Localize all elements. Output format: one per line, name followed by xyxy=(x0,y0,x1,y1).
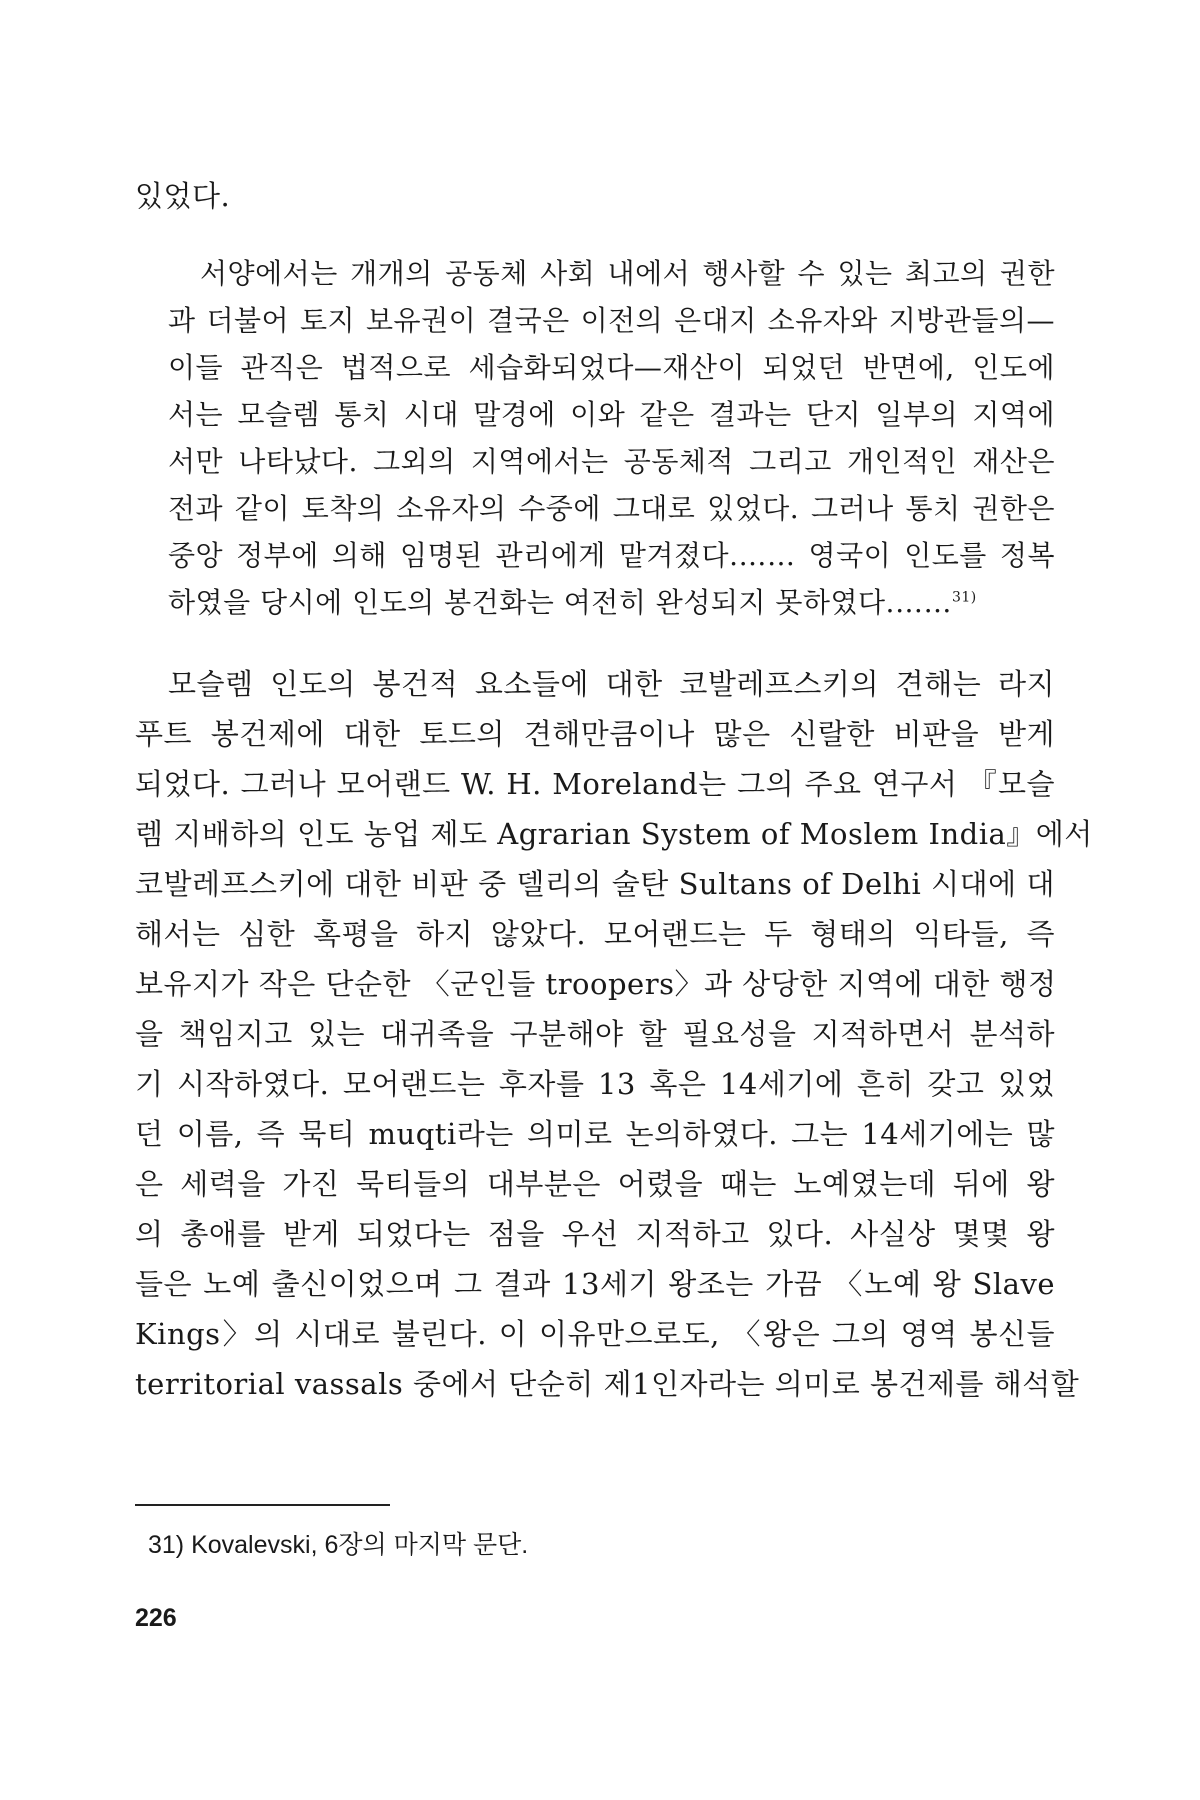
body-line: 은 세력을 가진 묵티들의 대부분은 어렸을 때는 노예였는데 뒤에 왕 xyxy=(135,1167,1055,1201)
body-line: 되었다. 그러나 모어랜드 W. H. Moreland는 그의 주요 연구서 『모슬 xyxy=(135,767,1055,801)
quote-line: 서만 나타났다. 그외의 지역에서는 공동체적 그리고 개인적인 재산은 xyxy=(168,445,1055,478)
quote-line: 이들 관직은 법적으로 세습화되었다—재산이 되었던 반면에, 인도에 xyxy=(168,351,1055,384)
body-line: 보유지가 작은 단순한 〈군인들 troopers〉과 상당한 지역에 대한 행정 xyxy=(135,967,1057,1001)
quote-line-last xyxy=(168,583,1055,623)
opening-line: 있었다. xyxy=(135,179,231,213)
body-line: territorial vassals 중에서 단순히 제1인자라는 의미로 봉건제를 해석할 xyxy=(135,1367,1080,1401)
quote-line: 전과 같이 토착의 소유자의 수중에 그대로 있었다. 그러나 통치 권한은 xyxy=(168,492,1055,525)
footnote-divider xyxy=(135,1504,390,1506)
body-line: 푸트 봉건제에 대한 토드의 견해만큼이나 많은 신랄한 비판을 받게 xyxy=(135,717,1055,751)
quote-line: 중앙 정부에 의해 임명된 관리에게 맡겨졌다.…… 영국이 인도를 정복 xyxy=(168,539,1055,572)
body-line: 들은 노예 출신이었으며 그 결과 13세기 왕조는 가끔 〈노예 왕 Slave xyxy=(135,1267,1055,1301)
body-line: Kings〉의 시대로 불린다. 이 이유만으로도, 〈왕은 그의 영역 봉신들 xyxy=(135,1317,1055,1351)
quote-line-text: 하였을 당시에 인도의 봉건화는 여전히 완성되지 못하였다.…… xyxy=(168,586,952,619)
body-line: 의 총애를 받게 되었다는 점을 우선 지적하고 있다. 사실상 몇몇 왕 xyxy=(135,1217,1055,1251)
body-line: 해서는 심한 혹평을 하지 않았다. 모어랜드는 두 형태의 익타들, 즉 xyxy=(135,917,1055,951)
quote-line: 과 더불어 토지 보유권이 결국은 이전의 은대지 소유자와 지방관들의— xyxy=(168,304,1055,337)
page-number: 226 xyxy=(135,1604,177,1632)
body-line: 던 이름, 즉 묵티 muqti라는 의미로 논의하였다. 그는 14세기에는 많 xyxy=(135,1117,1055,1151)
body-line: 코발레프스키에 대한 비판 중 델리의 술탄 Sultans of Delhi 시대에 대 xyxy=(135,867,1055,901)
body-line: 기 시작하였다. 모어랜드는 후자를 13 혹은 14세기에 흔히 갖고 있었 xyxy=(135,1067,1055,1101)
body-line: 모슬렘 인도의 봉건적 요소들에 대한 코발레프스키의 견해는 라지 xyxy=(168,667,1055,701)
footnote: 31) Kovalevski, 6장의 마지막 문단. xyxy=(148,1531,529,1559)
footnote-marker: 31) xyxy=(951,589,977,606)
body-line: 렘 지배하의 인도 농업 제도 Agrarian System of Moslem India』에서 xyxy=(135,817,1093,851)
quote-line: 서양에서는 개개의 공동체 사회 내에서 행사할 수 있는 최고의 권한 xyxy=(200,257,1055,290)
body-line: 을 책임지고 있는 대귀족을 구분해야 할 필요성을 지적하면서 분석하 xyxy=(135,1017,1055,1051)
quote-line: 서는 모슬렘 통치 시대 말경에 이와 같은 결과는 단지 일부의 지역에 xyxy=(168,398,1055,431)
